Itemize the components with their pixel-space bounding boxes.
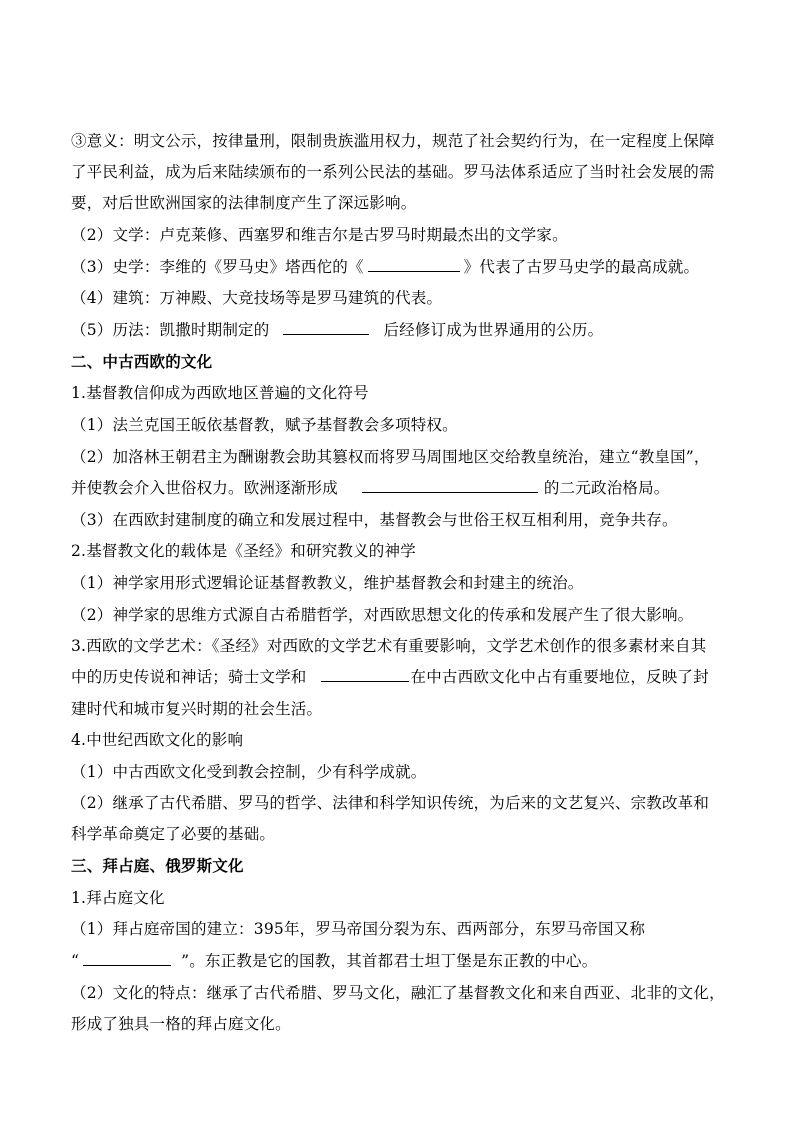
text-fragment: 并使教会介入世俗权力。欧洲逐渐形成 [71,479,338,497]
text-line [71,256,731,278]
text-line: ③意义：明文公示，按律量刑，限制贵族滥用权力，规范了社会契约行为，在一定程度上保障 [71,132,715,150]
text-line: （2）文学：卢克莱修、西塞罗和维吉尔是古罗马时期最杰出的文学家。 [71,226,568,244]
text-line [71,477,731,499]
text-line: 了平民利益，成为后来陆续颁布的一系列公民法的基础。罗马法体系适应了当时社会发展的需 [71,163,715,181]
text-line: 2.基督教文化的载体是《圣经》和研究教义的神学 [71,542,416,560]
text-fragment: ”。东正教是它的国教，其首都君士坦丁堡是东正教的中心。 [181,952,598,970]
text-fragment: （5）历法：凯撒时期制定的 [71,321,270,339]
text-line: 4.中世纪西欧文化的影响 [71,731,244,749]
text-line: （1）中古西欧文化受到教会控制，少有科学成就。 [71,763,427,781]
fill-blank[interactable] [368,257,460,272]
text-line: 1.基督教信仰成为西欧地区普遍的文化符号 [71,384,369,402]
text-line [71,319,731,341]
fill-blank[interactable] [283,320,369,335]
text-line [71,950,731,972]
text-line: 形成了独具一格的拜占庭文化。 [71,1015,291,1033]
text-line: 建时代和城市复兴时期的社会生活。 [71,700,323,718]
text-line: （3）在西欧封建制度的确立和发展过程中，基督教会与世俗王权互相利用，竞争共存。 [71,511,678,529]
text-fragment: 的二元政治格局。 [543,479,670,497]
text-line: （2）继承了古代希腊、罗马的哲学、法律和科学知识传统，为后来的文艺复兴、宗教改革和 [71,794,710,812]
fill-blank[interactable] [362,478,538,493]
text-line: 3.西欧的文学艺术：《圣经》对西欧的文学艺术有重要影响，文学艺术创作的很多素材来自其 [71,637,707,655]
text-fragment: “ [71,952,80,970]
text-fragment: 》代表了古罗马史学的最高成就。 [463,258,700,276]
text-line: （1）法兰克国王皈依基督教，赋予基督教会多项特权。 [71,416,458,434]
text-line: （2）文化的特点：继承了古代希腊、罗马文化，融汇了基督教文化和来自西亚、北非的文化， [71,984,725,1002]
text-line: 1.拜占庭文化 [71,889,165,907]
section-heading: 二、中古西欧的文化 [71,353,213,371]
text-line: （2）神学家的思维方式源自古希腊哲学，对西欧思想文化的传承和发展产生了很大影响。 [71,606,694,624]
text-line: （1）拜占庭帝国的建立：395年，罗马帝国分裂为东、西两部分，东罗马帝国又称 [71,920,646,938]
text-fragment: 中的历史传说和神话；骑士文学和 [71,668,307,686]
text-fragment: 在中古西欧文化中占有重要地位，反映了封 [410,668,709,686]
text-line: 科学革命奠定了必要的基础。 [71,825,276,843]
text-line: （1）神学家用形式逻辑论证基督教教义，维护基督教会和封建主的统治。 [71,574,584,592]
text-fragment: （3）史学：李维的《罗马史》塔西佗的《 [71,258,364,276]
text-line: 要，对后世欧洲国家的法律制度产生了深远影响。 [71,194,417,212]
text-line: （2）加洛林王朝君主为酬谢教会助其篡权而将罗马周围地区交给教皇统治，建立“教皇国”， [71,448,710,466]
section-heading: 三、拜占庭、俄罗斯文化 [71,857,244,875]
text-line: （4）建筑：万神殿、大竞技场等是罗马建筑的代表。 [71,289,443,307]
fill-blank[interactable] [83,951,171,966]
text-fragment: 后经修订成为世界通用的公历。 [383,321,604,339]
fill-blank[interactable] [321,667,409,682]
text-line [71,666,731,688]
